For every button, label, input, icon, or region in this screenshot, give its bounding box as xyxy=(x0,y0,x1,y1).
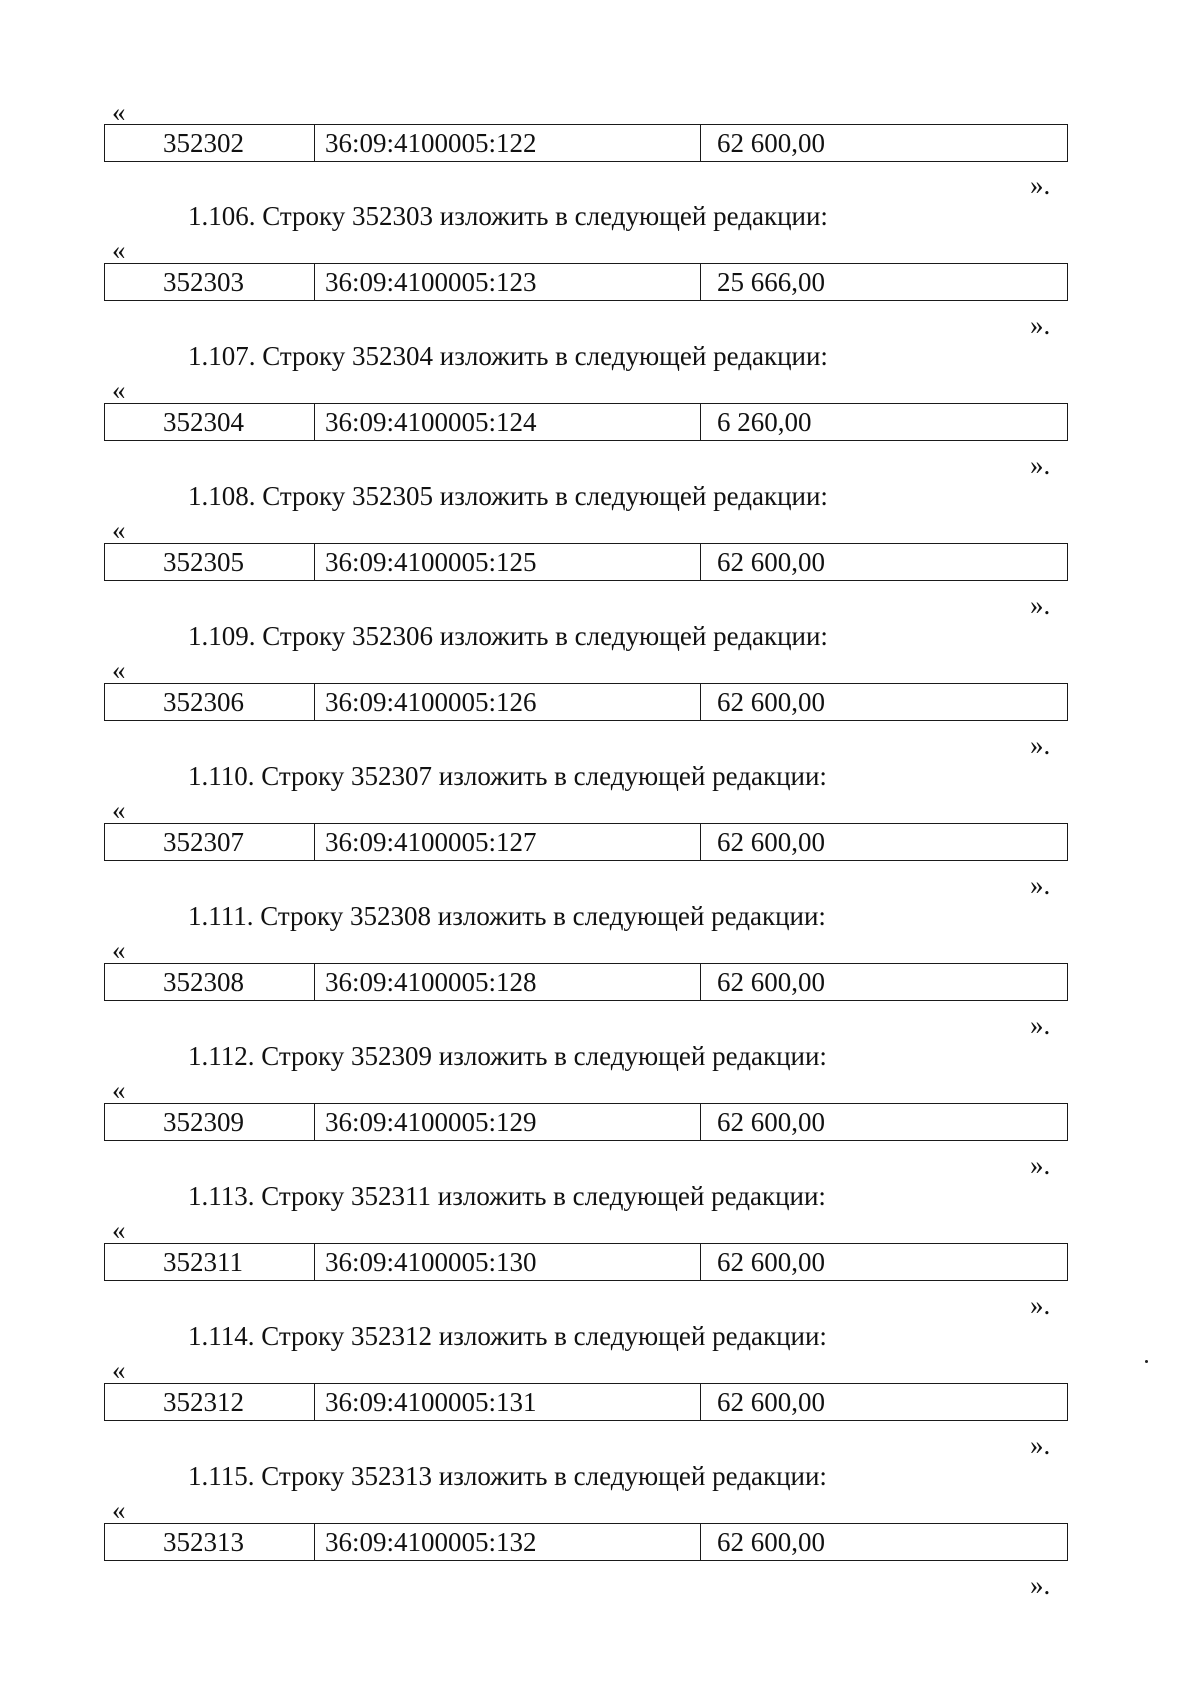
table-row xyxy=(104,963,1068,1001)
row-code: 352305 xyxy=(105,544,315,580)
table-row xyxy=(104,683,1068,721)
row-value: 62 600,00 xyxy=(717,827,825,857)
section-heading: 1.107. Строку 352304 изложить в следующей редакции: xyxy=(188,341,828,371)
row-cadastral-number: 36:09:4100005:130 xyxy=(315,1244,701,1280)
close-quote: ». xyxy=(1030,1290,1051,1320)
section-heading: 1.106. Строку 352303 изложить в следующей редакции: xyxy=(188,201,828,231)
row-cadastral-number: 36:09:4100005:129 xyxy=(315,1104,701,1140)
row-code: 352309 xyxy=(105,1104,315,1140)
section-heading: 1.113. Строку 352311 изложить в следующей редакции: xyxy=(188,1181,826,1211)
open-quote: « xyxy=(112,235,126,265)
table-row xyxy=(104,403,1068,441)
section-heading: 1.108. Строку 352305 изложить в следующей редакции: xyxy=(188,481,828,511)
row-code: 352302 xyxy=(105,125,315,161)
open-quote: « xyxy=(112,515,126,545)
row-code: 352304 xyxy=(105,404,315,440)
row-cadastral-number: 36:09:4100005:122 xyxy=(315,125,701,161)
row-code: 352307 xyxy=(105,824,315,860)
table-row xyxy=(104,1103,1068,1141)
close-quote: ». xyxy=(1030,590,1051,620)
row-cadastral-number: 36:09:4100005:128 xyxy=(315,964,701,1000)
table-row xyxy=(104,1243,1068,1281)
row-value: 62 600,00 xyxy=(717,547,825,577)
table-row xyxy=(104,823,1068,861)
row-cadastral-number: 36:09:4100005:131 xyxy=(315,1384,701,1420)
row-cadastral-number: 36:09:4100005:124 xyxy=(315,404,701,440)
row-code: 352308 xyxy=(105,964,315,1000)
row-code: 352311 xyxy=(105,1244,315,1280)
close-quote: ». xyxy=(1030,1010,1051,1040)
row-value: 62 600,00 xyxy=(717,967,825,997)
open-quote: « xyxy=(112,1495,126,1525)
table-row xyxy=(104,1523,1068,1561)
row-code: 352306 xyxy=(105,684,315,720)
table-row xyxy=(104,124,1068,162)
row-cadastral-number: 36:09:4100005:127 xyxy=(315,824,701,860)
open-quote: « xyxy=(112,1355,126,1385)
open-quote: « xyxy=(112,655,126,685)
open-quote: « xyxy=(112,97,126,127)
close-quote: ». xyxy=(1030,730,1051,760)
row-cadastral-number: 36:09:4100005:126 xyxy=(315,684,701,720)
row-code: 352303 xyxy=(105,264,315,300)
row-value: 6 260,00 xyxy=(717,407,812,437)
row-cadastral-number: 36:09:4100005:123 xyxy=(315,264,701,300)
row-code: 352313 xyxy=(105,1524,315,1560)
row-value: 62 600,00 xyxy=(717,687,825,717)
row-value: 25 666,00 xyxy=(717,267,825,297)
scan-speck xyxy=(1145,1360,1148,1363)
close-quote: ». xyxy=(1030,450,1051,480)
row-value: 62 600,00 xyxy=(717,1387,825,1417)
section-heading: 1.114. Строку 352312 изложить в следующей редакции: xyxy=(188,1321,827,1351)
row-value: 62 600,00 xyxy=(717,1107,825,1137)
table-row xyxy=(104,1383,1068,1421)
open-quote: « xyxy=(112,1215,126,1245)
row-value: 62 600,00 xyxy=(717,1527,825,1557)
close-quote: ». xyxy=(1030,1570,1051,1600)
section-heading: 1.109. Строку 352306 изложить в следующей редакции: xyxy=(188,621,828,651)
close-quote: ». xyxy=(1030,1430,1051,1460)
section-heading: 1.115. Строку 352313 изложить в следующей редакции: xyxy=(188,1461,827,1491)
open-quote: « xyxy=(112,375,126,405)
section-heading: 1.112. Строку 352309 изложить в следующей редакции: xyxy=(188,1041,827,1071)
row-code: 352312 xyxy=(105,1384,315,1420)
table-row xyxy=(104,543,1068,581)
open-quote: « xyxy=(112,795,126,825)
close-quote: ». xyxy=(1030,1150,1051,1180)
row-value: 62 600,00 xyxy=(717,1247,825,1277)
section-heading: 1.111. Строку 352308 изложить в следующей редакции: xyxy=(188,901,826,931)
close-quote: ». xyxy=(1030,170,1051,200)
row-value: 62 600,00 xyxy=(717,128,825,158)
row-cadastral-number: 36:09:4100005:132 xyxy=(315,1524,701,1560)
close-quote: ». xyxy=(1030,310,1051,340)
row-cadastral-number: 36:09:4100005:125 xyxy=(315,544,701,580)
close-quote: ». xyxy=(1030,870,1051,900)
open-quote: « xyxy=(112,935,126,965)
section-heading: 1.110. Строку 352307 изложить в следующей редакции: xyxy=(188,761,827,791)
open-quote: « xyxy=(112,1075,126,1105)
table-row xyxy=(104,263,1068,301)
